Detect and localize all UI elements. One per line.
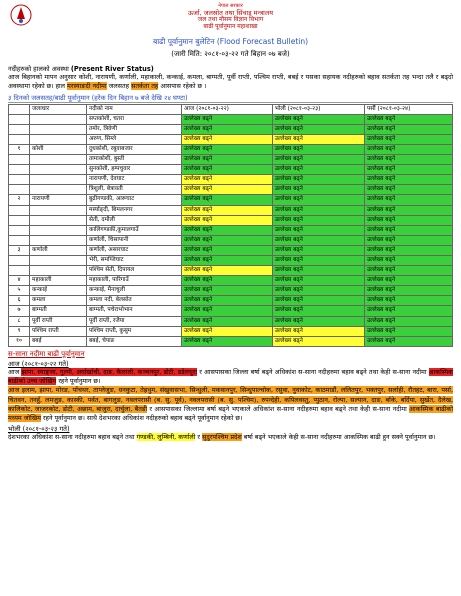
forecast-dayafter: उल्लेख्य बढ्ने (364, 114, 452, 124)
row-number: २ (9, 195, 30, 205)
station-name: पूर्वी राप्ती, रजैया (87, 316, 182, 326)
row-number (9, 185, 30, 195)
forecast-tomorrow: उल्लेख्य बढ्ने (272, 114, 364, 124)
office-header (8, 4, 453, 31)
station-name: मर्स्याङ्दी, बिमलनगर (87, 205, 182, 215)
basin-name (30, 205, 87, 215)
header-line-2: ऊर्जा, जलस्रोत तथा सिंचाइ मन्त्रालय (187, 8, 274, 17)
basin-name: महाकाली (30, 276, 87, 286)
basin-name: बाग्मती (30, 306, 87, 316)
row-number (9, 124, 30, 134)
row-number (9, 165, 30, 175)
status-text-before: आज बिहानको मापन अनुसार कोशी, नारायणी, कर्णाली, महाकाली, कन्काई, कमला, बाग्मती, पूर्वी राप्ती, पश्चिम राप्ती, बबई र यसका सहायक नदीहरुको बहाव सतर्कता तह भन्दा तलै र बढ्दो अवस्थामा रहेको छ। हाल (8, 73, 453, 91)
today-p1-post: र आसपासका जिल्ला बर्षा बढ्ने अधिकांश स-साना नदीहरुमा बहाव बढ्ने तथा केही स-साना नदीमा (199, 367, 427, 376)
forecast-today: उल्लेख्य बढ्ने (182, 114, 273, 124)
present-status-text (8, 73, 453, 92)
table-row (9, 235, 453, 245)
forecast-today: उल्लेख्य बढ्ने (182, 316, 273, 326)
table-row (9, 326, 453, 336)
row-number: ६ (9, 296, 30, 306)
forecast-tomorrow: उल्लेख्य बढ्ने (272, 215, 364, 225)
tomorrow-paragraph (8, 433, 453, 442)
row-number: १ (9, 144, 30, 154)
forecast-dayafter: उल्लेख्य बढ्ने (364, 185, 452, 195)
forecast-today: उल्लेख्य बढ्ने (182, 286, 273, 296)
forecast-today: उल्लेख्य बढ्ने (182, 155, 273, 165)
table-row (9, 266, 453, 276)
row-number (9, 255, 30, 265)
row-number: ३ (9, 245, 30, 255)
today-p2-districts: आज इलाम, झापा, मोरङ, पाँचथर, ताप्लेजुङ, धनकुटा, तेह्रथुम, संखुवासभा, सिन्धुली, मकवानपुर, सिन्धुपाल्चोक, रसुवा, नुवाकोट, काठमाडौं, ललितपुर, भक्तपुर, सर्लाही, रौतहट, बारा, पर्सा, चितवन, तनहुँ, लमजुङ, कास्की, पर्वत, बागलुङ, नवलपरासी (ब. सु. पूर्व), नवलपरासी (ब. सु. पश्चिम), रुपन्देही, कपिलवस्तु, प्युठान, रोल्पा, सल्यान, दाङ, बाँके, बर्दिया, सुर्खेत, दैलेख, कालिकोट, जाजरकोट, डोटी, अछाम, बाजुरा, दार्चुला, बैतडी (8, 386, 453, 413)
today-label: आज (२०८१-०३-२२ गते) (8, 359, 69, 368)
today-paragraph-2 (8, 386, 453, 423)
forecast-today: उल्लेख्य बढ्ने (182, 276, 273, 286)
status-highlight-river: मरस्याङदी नदीमा (67, 82, 107, 91)
forecast-today: उल्लेख्य बढ्ने (182, 124, 273, 134)
forecast-tomorrow: उल्लेख्य बढ्ने (272, 306, 364, 316)
table-row (9, 144, 453, 154)
forecast-dayafter: उल्लेख्य बढ्ने (364, 144, 452, 154)
station-name: सुनकोशी, हम्पचुवार (87, 165, 182, 175)
table-row (9, 306, 453, 316)
row-number (9, 155, 30, 165)
forecast-tomorrow: उल्लेख्य बढ्ने (272, 276, 364, 286)
forecast-today: उल्लेख्य बढ्ने (182, 225, 273, 235)
forecast-today: उल्लेख्य बढ्ने (182, 205, 273, 215)
forecast-dayafter: उल्लेख्य बढ्ने (364, 205, 452, 215)
table-row (9, 225, 453, 235)
today-paragraph-1 (8, 368, 453, 387)
basin-name: कन्काई (30, 286, 87, 296)
station-name: भेरी, समय्जिघाट (87, 255, 182, 265)
row-number (9, 175, 30, 185)
forecast-dayafter: उल्लेख्य बढ्ने (364, 296, 452, 306)
forecast-today: उल्लेख्य बढ्ने (182, 195, 273, 205)
table-row (9, 114, 453, 124)
forecast-today: उल्लेख्य बढ्ने (182, 175, 273, 185)
station-name: महाकाली, पारिगाउँ (87, 276, 182, 286)
forecast-heading: ३ दिनको जलसतह/बाढी पूर्वानुमान (हरेक दिन बिहान ७ बजे देखि २४ घण्टा) (8, 93, 453, 103)
tomorrow-mid: र (197, 432, 201, 441)
forecast-dayafter: उल्लेख्य बढ्ने (364, 326, 452, 336)
row-number: ८ (9, 316, 30, 326)
forecast-today: उल्लेख्य बढ्ने (182, 255, 273, 265)
forecast-today: उल्लेख्य बढ्ने (182, 215, 273, 225)
station-name: तामाकोशी, बुस्ती (87, 155, 182, 165)
status-highlight-level: सतर्कता तह (131, 82, 159, 91)
issued-date: (जारी मिति: २०८१-०३-२२ गते बिहान ०७ बजे) (171, 50, 290, 58)
basin-name (30, 266, 87, 276)
forecast-dayafter: उल्लेख्य बढ्ने (364, 266, 452, 276)
table-row (9, 195, 453, 205)
forecast-tomorrow: उल्लेख्य बढ्ने (272, 286, 364, 296)
station-name: कर्णाली, असारघाट (87, 245, 182, 255)
station-name: पश्चिम सेती, दिपायल (87, 266, 182, 276)
row-number (9, 266, 30, 276)
row-number (9, 215, 30, 225)
forecast-tomorrow: उल्लेख्य बढ्ने (272, 195, 364, 205)
today-p2-post: र आसपासका जिल्लामा बर्षा बढ्ने भएकाले अधिकांश स-साना नदीहरुमा बहाव बढ्ने तथा केही स-साना नदीमा (149, 404, 407, 413)
forecast-today: उल्लेख्य बढ्ने (182, 165, 273, 175)
forecast-tomorrow: उल्लेख्य बढ्ने (272, 175, 364, 185)
present-status-heading (8, 64, 453, 73)
present-status-heading-np: नदीहरुको हालको अवस्था (8, 65, 69, 73)
table-row (9, 134, 453, 144)
basin-name (30, 165, 87, 175)
row-number: ९ (9, 326, 30, 336)
forecast-tomorrow: उल्लेख्य बढ्ने (272, 266, 364, 276)
tomorrow-provinces: गण्डकी, लुम्बिनी, कर्णाली (136, 432, 196, 441)
forecast-dayafter: उल्लेख्य बढ्ने (364, 235, 452, 245)
table-row (9, 185, 453, 195)
forecast-today: उल्लेख्य बढ्ने (182, 296, 273, 306)
forecast-dayafter: उल्लेख्य बढ्ने (364, 225, 452, 235)
present-status-heading-en: (Present River Status) (70, 65, 154, 73)
basin-name (30, 255, 87, 265)
forecast-today: उल्लेख्य बढ्ने (182, 326, 273, 336)
forecast-tomorrow: उल्लेख्य बढ्ने (272, 336, 364, 346)
forecast-tomorrow: उल्लेख्य बढ्ने (272, 205, 364, 215)
forecast-today: उल्लेख्य बढ्ने (182, 336, 273, 346)
station-name: त्रिशुली, बेत्रावती (87, 185, 182, 195)
row-number (9, 225, 30, 235)
table-row (9, 205, 453, 215)
forecast-dayafter: उल्लेख्य बढ्ने (364, 316, 452, 326)
station-name: कन्काई, मैनाचुली (87, 286, 182, 296)
tomorrow-label: भोली (२०८१-०३-२३ गते) (8, 424, 70, 433)
table-row (9, 124, 453, 134)
basin-name: कर्णाली (30, 245, 87, 255)
table-row (9, 336, 453, 346)
station-name: कर्णाली, चिसापानी (87, 235, 182, 245)
tomorrow-province-2: सुदुरपश्चिम प्रदेश (202, 432, 242, 441)
forecast-today: उल्लेख्य बढ्ने (182, 144, 273, 154)
today-p1-risk: आकस्मिक बाढीको उच्च जोखिम (8, 367, 453, 386)
row-number: ४ (9, 276, 30, 286)
forecast-today: उल्लेख्य बढ्ने (182, 185, 273, 195)
basin-name: बबई (30, 336, 87, 346)
col-header-no (9, 104, 30, 114)
status-text-after: आसपास रहेको छ । (160, 82, 207, 91)
basin-name (30, 114, 87, 124)
forecast-today: उल्लेख्य बढ्ने (182, 245, 273, 255)
bulletin-title: बाढी पूर्वानुमान बुलेटिन (Flood Forecast Bulletin) (152, 37, 309, 46)
basin-name (30, 235, 87, 245)
station-name: पश्चिम राप्ती, कुसुम (87, 326, 182, 336)
table-row (9, 255, 453, 265)
forecast-tomorrow: उल्लेख्य बढ्ने (272, 225, 364, 235)
col-header-station: नदीको नाम (87, 104, 182, 114)
today-p1-districts: झापा, स्याङ्जा, गुल्मी, अर्घाखाँची, दाङ, कैलाली, कञ्चनपुर, डोटी, डडेलधुरा (21, 367, 198, 376)
station-name: दुधकोशी, रबुवाबजार (87, 144, 182, 154)
header-line-1: नेपाल सरकार (218, 3, 243, 9)
forecast-dayafter: उल्लेख्य बढ्ने (364, 175, 452, 185)
basin-name (30, 175, 87, 185)
forecast-dayafter: उल्लेख्य बढ्ने (364, 195, 452, 205)
small-rivers-heading: स-साना नदीमा बाढी पूर्वानुमान (8, 349, 85, 358)
forecast-today: उल्लेख्य बढ्ने (182, 134, 273, 144)
forecast-dayafter: उल्लेख्य बढ्ने (364, 165, 452, 175)
col-header-today: आज (२०८१-०३-२२) (182, 104, 273, 114)
col-header-dayafter: पर्सी (२०८१-०३-२४) (364, 104, 452, 114)
forecast-tomorrow: उल्लेख्य बढ्ने (272, 134, 364, 144)
header-line-3: जल तथा मौसम विज्ञान विभाग (197, 16, 264, 24)
table-row (9, 276, 453, 286)
government-emblem-icon (10, 4, 32, 26)
table-row (9, 165, 453, 175)
bulletin-page (8, 0, 453, 442)
forecast-tomorrow: उल्लेख्य बढ्ने (272, 155, 364, 165)
row-number: ७ (9, 306, 30, 316)
basin-name (30, 155, 87, 165)
basin-name (30, 124, 87, 134)
table-row (9, 215, 453, 225)
forecast-table-header (9, 104, 453, 114)
today-p2-end: रहने पूर्वानुमान छ। साथै देशभरका अधिकांश नदीहरुको बहाव बढ्ने पूर्वानुमान रहेको छ। (42, 414, 243, 423)
basin-name (30, 134, 87, 144)
col-header-tomorrow: भोली (२०८१-०३-२३) (272, 104, 364, 114)
basin-name (30, 215, 87, 225)
basin-name (30, 225, 87, 235)
forecast-dayafter: उल्लेख्य बढ्ने (364, 276, 452, 286)
table-row (9, 175, 453, 185)
today-p2-risk: आकस्मिक बाढीको मध्यम जोखिम (8, 404, 453, 423)
forecast-dayafter: उल्लेख्य बढ्ने (364, 124, 452, 134)
forecast-dayafter: उल्लेख्य बढ्ने (364, 286, 452, 296)
station-name: कमला नदी, बेलसोत (87, 296, 182, 306)
forecast-dayafter: उल्लेख्य बढ्ने (364, 155, 452, 165)
row-number: १० (9, 336, 30, 346)
station-name: नारायणी, देवघाट (87, 175, 182, 185)
tomorrow-pre: देशभरका अधिकांश स-साना नदीहरुमा बहाव बढ्ने तथा (8, 432, 135, 441)
table-row (9, 155, 453, 165)
station-name: सेती, दमौली (87, 215, 182, 225)
forecast-tomorrow: उल्लेख्य बढ्ने (272, 235, 364, 245)
basin-name: पूर्वी राप्ती (30, 316, 87, 326)
basin-name: कमला (30, 296, 87, 306)
station-name: बाग्मती, पचेराभोभान (87, 306, 182, 316)
forecast-tomorrow: उल्लेख्य बढ्ने (272, 144, 364, 154)
tomorrow-post: बर्षा बढ्ने भएकाले केही स-साना नदीहरुमा आकस्मिक बाढी हुन सक्ने पूर्वानुमान छ। (243, 432, 436, 441)
table-row (9, 286, 453, 296)
table-row (9, 296, 453, 306)
forecast-today: उल्लेख्य बढ्ने (182, 306, 273, 316)
basin-name: कोशी (30, 144, 87, 154)
forecast-tomorrow: उल्लेख्य बढ्ने (272, 245, 364, 255)
forecast-tomorrow: उल्लेख्य बढ्ने (272, 296, 364, 306)
forecast-tomorrow: उल्लेख्य बढ्ने (272, 124, 364, 134)
col-header-basin: जलाधार (30, 104, 87, 114)
forecast-today: उल्लेख्य बढ्ने (182, 235, 273, 245)
forecast-dayafter: उल्लेख्य बढ्ने (364, 306, 452, 316)
table-row (9, 245, 453, 255)
station-name: सप्तकोशी, चतरा (87, 114, 182, 124)
station-name: बुढीगण्डकी, आरूघाट (87, 195, 182, 205)
station-name: तमोर, त्रिवेणी (87, 124, 182, 134)
today-p1-pre: आज (8, 367, 20, 376)
forecast-dayafter: उल्लेख्य बढ्ने (364, 336, 452, 346)
forecast-dayafter: उल्लेख्य बढ्ने (364, 245, 452, 255)
today-p1-end: रहने पूर्वानुमान छ। (58, 377, 101, 386)
station-name: कालिगण्डकी,कुमालगाउँ (87, 225, 182, 235)
forecast-today: उल्लेख्य बढ्ने (182, 266, 273, 276)
row-number (9, 235, 30, 245)
forecast-dayafter: उल्लेख्य बढ्ने (364, 215, 452, 225)
table-row (9, 316, 453, 326)
basin-name: पश्चिम राप्ती (30, 326, 87, 336)
header-line-4: बाढी पूर्वानुमान महाशाखा (203, 23, 258, 31)
basin-name: नारायणी (30, 195, 87, 205)
row-number (9, 205, 30, 215)
forecast-tomorrow: उल्लेख्य बढ्ने (272, 326, 364, 336)
forecast-tomorrow: उल्लेख्य बढ्ने (272, 255, 364, 265)
station-name: अरुण, सिम्ले (87, 134, 182, 144)
status-text-mid: जलसतह (108, 82, 130, 91)
forecast-table (8, 104, 453, 347)
forecast-dayafter: उल्लेख्य बढ्ने (364, 134, 452, 144)
row-number (9, 134, 30, 144)
row-number: ५ (9, 286, 30, 296)
forecast-tomorrow: उल्लेख्य बढ्ने (272, 165, 364, 175)
forecast-tomorrow: उल्लेख्य बढ्ने (272, 316, 364, 326)
station-name: बबई, चेपाङ (87, 336, 182, 346)
basin-name (30, 185, 87, 195)
row-number (9, 114, 30, 124)
forecast-dayafter: उल्लेख्य बढ्ने (364, 255, 452, 265)
forecast-tomorrow: उल्लेख्य बढ्ने (272, 185, 364, 195)
